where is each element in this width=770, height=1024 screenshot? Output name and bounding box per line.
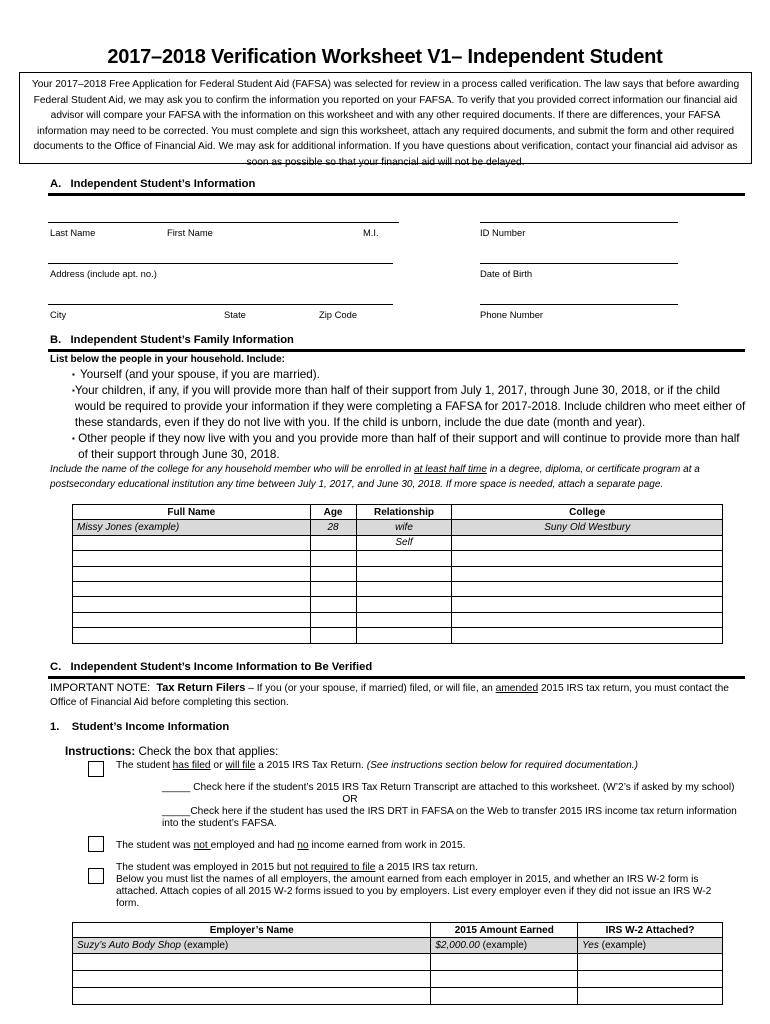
employer-table [72, 922, 723, 1005]
bullet-3-text: Other people if they now live with you and you provide more than half of their support and will continue to provide more than half of their support through June 30, 2018. [78, 432, 740, 461]
cell-relationship[interactable] [356, 628, 452, 643]
last-name-label: Last Name [50, 227, 96, 238]
first-name-label: First Name [167, 227, 213, 238]
cell-college[interactable] [452, 566, 723, 581]
option-not-employed-text [116, 840, 465, 852]
col-amount-earned: 2015 Amount Earned [431, 923, 578, 938]
employer-list-instructions: Below you must list the names of all employers, the amount earned from each employer in 2015, and whether an IRS W-2 form is attached. Attach copies of all 2015 W-2 forms issued to you by employers. List every employer even if they did not issue an IRS W-2 form. [116, 874, 712, 909]
cell-college[interactable] [452, 628, 723, 643]
table-row[interactable] [73, 597, 723, 612]
cell-college[interactable] [452, 551, 723, 566]
cell-relationship[interactable] [356, 581, 452, 596]
household-list-intro: List below the people in your household. Include: [50, 354, 286, 365]
college-note-underline: at least half time [414, 464, 487, 475]
opt1-note: (See instructions section below for required documentation.) [366, 760, 638, 771]
cell-amount[interactable] [431, 953, 578, 970]
intro-box [19, 72, 752, 168]
college-note-post: in a degree, diploma, or certificate program at a postsecondary educational institution any time between July 1, 2017, and June 30, 2018. If more space is needed, attach a separate page. [50, 464, 700, 490]
list-item [72, 431, 747, 463]
id-number-line[interactable] [480, 222, 678, 223]
cell-name[interactable] [73, 581, 311, 596]
col-w2-attached: IRS W-2 Attached? [578, 923, 723, 938]
opt1-post: a 2015 IRS Tax Return. [255, 760, 367, 771]
intro-text: Your 2017–2018 Free Application for Federal Student Aid (FAFSA) was selected for review in a process called verification. The law says that before awarding Federal Student Aid, we may ask you to confirm the information you reported on your FAFSA. To verify that you provided correct information our financial aid advisor will compare your FAFSA with the information on this worksheet and with any other required documents. If there are differences, your FAFSA information may need to be corrected. You must complete and sign this worksheet, attach any required documents, and submit the form and other required documents to the Office of Financial Aid. We may ask for additional information. If you have questions about verification, contact your financial aid advisor as soon as possible so that your financial aid will not be delayed. [31, 79, 740, 168]
cell-w2[interactable] [578, 953, 723, 970]
cell-college: Suny Old Westbury [452, 520, 723, 535]
option-filed-text [116, 760, 638, 772]
section-b-heading: B. Independent Student’s Family Information [50, 334, 294, 346]
example-tag: (example) [598, 940, 647, 952]
cell-w2 [578, 938, 723, 953]
col-college: College [452, 505, 723, 520]
dob-line[interactable] [480, 263, 678, 264]
opt3-not-required: not required to file [293, 862, 376, 873]
cell-employer[interactable] [73, 970, 431, 987]
phone-line[interactable] [480, 304, 678, 305]
list-item [72, 367, 747, 383]
not-employed-checkbox[interactable] [88, 836, 104, 852]
table-row[interactable] [73, 970, 723, 987]
instructions [65, 745, 278, 758]
table-row[interactable] [73, 566, 723, 581]
opt3-post: a 2015 IRS tax return. [375, 862, 478, 873]
opt2-not: not [193, 840, 211, 851]
table-row[interactable] [73, 535, 723, 550]
cell-employer[interactable] [73, 987, 431, 1004]
section-c-rule [48, 676, 745, 679]
cell-name[interactable] [73, 612, 311, 627]
col-employer-name: Employer’s Name [73, 923, 431, 938]
household-table [72, 504, 723, 644]
check-transcript-attached[interactable]: _____ Check here if the student’s 2015 IRS Tax Return Transcript are attached to this worksheet. (W’2’s if asked by my school) [162, 782, 735, 793]
cell-relationship: wife [356, 520, 452, 535]
opt1-or: or [210, 760, 226, 771]
opt1-pre: The student [116, 760, 173, 771]
bullet-icon: ▪ [72, 386, 75, 395]
cell-relationship[interactable] [356, 551, 452, 566]
opt2-post: income earned from work in 2015. [308, 840, 466, 851]
city-label: City [50, 309, 67, 320]
bullet-1-text: Yourself (and your spouse, if you are married). [80, 368, 320, 381]
cell-name[interactable] [73, 628, 311, 643]
bullet-list [72, 367, 747, 463]
table-row [73, 520, 723, 535]
section-a-heading: A. Independent Student’s Information [50, 178, 256, 190]
zip-label: Zip Code [319, 309, 358, 320]
cell-age[interactable] [310, 597, 356, 612]
cell-relationship[interactable] [356, 612, 452, 627]
instructions-label: Instructions: [65, 745, 136, 758]
cell-w2[interactable] [578, 987, 723, 1004]
cell-name[interactable] [73, 566, 311, 581]
note-label: IMPORTANT NOTE: [50, 682, 157, 694]
or-label: OR [342, 794, 358, 805]
cell-name[interactable] [73, 535, 311, 550]
opt3-pre: The student was employed in 2015 but [116, 862, 294, 873]
cell-age[interactable] [310, 628, 356, 643]
cell-employer[interactable] [73, 953, 431, 970]
id-number-label: ID Number [480, 227, 526, 238]
cell-age[interactable] [310, 581, 356, 596]
section-b-rule [48, 349, 745, 352]
opt1-will-file: will file [225, 760, 256, 771]
cell-relationship[interactable]: Self [356, 535, 452, 550]
cell-age[interactable] [310, 566, 356, 581]
cell-amount[interactable] [431, 987, 578, 1004]
opt1-has-filed: has filed [172, 760, 211, 771]
list-item [72, 383, 747, 431]
cell-employer [73, 938, 431, 953]
city-line[interactable] [48, 304, 393, 305]
cell-name[interactable] [73, 597, 311, 612]
table-row[interactable] [73, 953, 723, 970]
col-age: Age [310, 505, 356, 520]
student-income-heading: 1. Student’s Income Information [50, 721, 230, 733]
bullet-2-text: Your children, if any, if you will provide more than half of their support from July 1, 2017, through June 30, 2018, or if the child would be required to provide your information if they were completing a FAFSA for 2017-2018. Include children who meet either of these standards, even if they do not live with you. If the child is unborn, include the due date (month and year). [74, 384, 746, 429]
phone-label: Phone Number [480, 309, 544, 320]
employed-not-required-checkbox[interactable] [88, 868, 104, 884]
college-note-pre: Include the name of the college for any household member who will be enrolled in [50, 464, 415, 475]
mi-label: M.I. [363, 227, 379, 238]
college-note [50, 462, 750, 492]
dob-label: Date of Birth [480, 268, 533, 279]
filed-tax-return-checkbox[interactable] [88, 761, 104, 777]
cell-college[interactable] [452, 535, 723, 550]
cell-age: 28 [310, 520, 356, 535]
cell-amount[interactable] [431, 970, 578, 987]
bullet-icon: ▪ [72, 370, 75, 379]
state-label: State [224, 309, 246, 320]
cell-name[interactable] [73, 551, 311, 566]
cell-name: Missy Jones (example) [73, 520, 311, 535]
cell-age[interactable] [310, 551, 356, 566]
note-underline: amended [495, 683, 539, 694]
w2-example: Yes [582, 940, 599, 952]
cell-age[interactable] [310, 535, 356, 550]
table-header-row [73, 923, 723, 938]
cell-w2[interactable] [578, 970, 723, 987]
example-tag: (example) [479, 940, 528, 952]
address-label: Address (include apt. no.) [50, 268, 157, 279]
amount-example: $2,000.00 [435, 940, 480, 952]
table-row[interactable] [73, 581, 723, 596]
opt2-mid: employed and had [210, 840, 298, 851]
section-c-heading: C. Independent Student’s Income Information to Be Verified [50, 661, 373, 673]
check-irs-drt[interactable]: _____Check here if the student has used the IRS DRT in FAFSA on the Web to transfer 2015 IRS income tax return information into the student’s FAFSA. [162, 806, 737, 829]
section-a-rule [48, 193, 745, 196]
employer-example: Suzy’s Auto Body Shop [77, 940, 181, 952]
note-post: 2015 IRS tax return, you must contact the Office of Financial Aid before completing this section. [50, 683, 729, 708]
col-full-name: Full Name [73, 505, 311, 520]
cell-relationship[interactable] [356, 597, 452, 612]
table-row[interactable] [73, 551, 723, 566]
opt2-pre: The student was [116, 840, 194, 851]
name-line[interactable] [48, 222, 399, 223]
note-pre: – If you (or your spouse, if married) filed, or will file, an [245, 683, 496, 694]
table-row[interactable] [73, 628, 723, 643]
col-relationship: Relationship [356, 505, 452, 520]
cell-age[interactable] [310, 612, 356, 627]
example-tag: (example) [180, 940, 229, 952]
instructions-text: Check the box that applies: [135, 745, 279, 758]
address-line[interactable] [48, 263, 393, 264]
option-employed-text [116, 862, 478, 874]
table-row[interactable] [73, 987, 723, 1004]
table-header-row [73, 505, 723, 520]
cell-amount [431, 938, 578, 953]
bullet-icon: ▪ [72, 434, 75, 443]
cell-college[interactable] [452, 612, 723, 627]
table-row[interactable] [73, 612, 723, 627]
important-note [50, 681, 750, 710]
page-title: 2017–2018 Verification Worksheet V1– Independent Student [107, 46, 663, 68]
note-bold: Tax Return Filers [156, 682, 246, 694]
opt2-no: no [297, 840, 309, 851]
cell-college[interactable] [452, 581, 723, 596]
cell-relationship[interactable] [356, 566, 452, 581]
table-row [73, 938, 723, 953]
cell-college[interactable] [452, 597, 723, 612]
